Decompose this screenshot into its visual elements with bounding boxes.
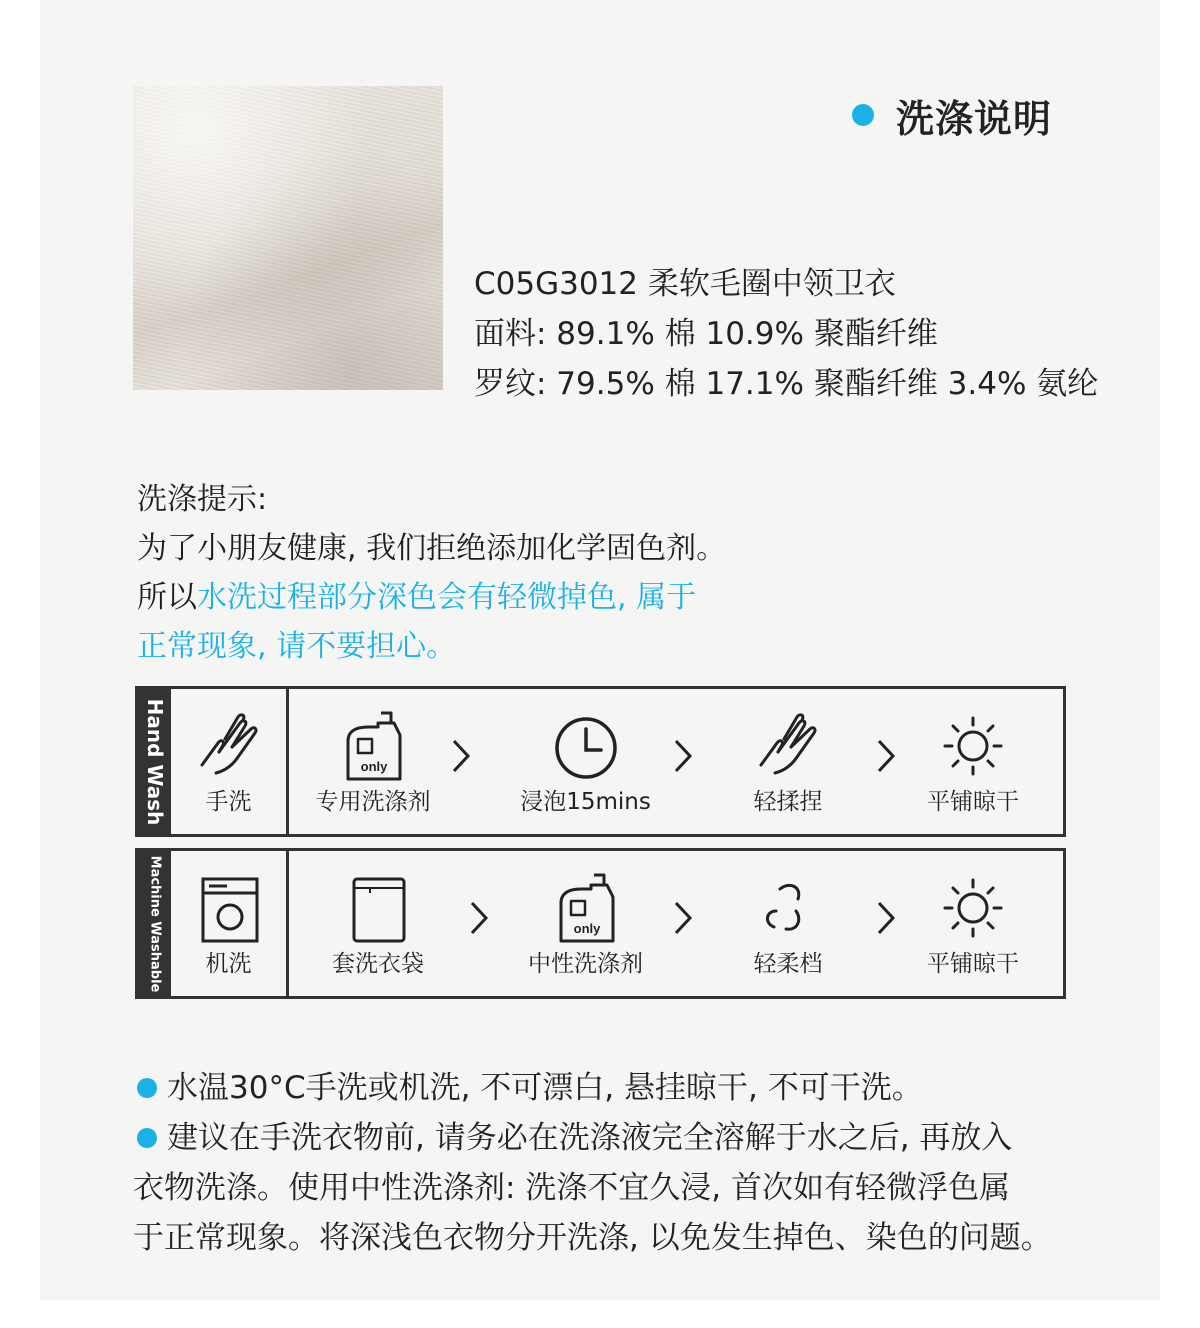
sun-icon: [938, 709, 1008, 783]
machine-step-label: 轻柔档: [753, 951, 823, 977]
gentle-cycle-icon: [756, 871, 820, 945]
tips-line-3-highlight: 正常现象, 请不要担心。: [137, 629, 457, 664]
detergent-only-icon: [551, 871, 621, 947]
chevron-right-icon: [466, 897, 492, 939]
hand-step-label: 轻揉捏: [753, 789, 823, 815]
machine-wash-mode: [171, 851, 286, 996]
machine-step-label: 平铺晾干: [927, 951, 1019, 977]
chevron-right-icon: [873, 735, 899, 777]
chevron-right-icon: [873, 897, 899, 939]
svg-text:only: only: [573, 921, 600, 936]
chevron-right-icon: [448, 735, 474, 777]
rib-composition: 罗纹: 79.5% 棉 17.1% 聚酯纤维 3.4% 氨纶: [474, 366, 1099, 402]
hand-wash-mode: [171, 689, 286, 834]
tips-line-1: 为了小朋友健康, 我们拒绝添加化学固色剂。: [137, 531, 727, 566]
panel-divider: [286, 689, 289, 834]
fabric-composition: 面料: 89.1% 棉 10.9% 聚酯纤维: [474, 316, 938, 352]
machine-step-label: 中性洗涤剂: [528, 951, 643, 977]
machine-wash-side-label: [138, 851, 171, 996]
hand-wash-mode-label: 手洗: [205, 789, 252, 815]
hand-icon: [194, 709, 264, 783]
hand-step-knead: [728, 689, 848, 834]
tips-line-2: [137, 572, 696, 616]
hand-step-label: 平铺晾干: [927, 789, 1019, 815]
svg-text:only: only: [360, 759, 388, 774]
tips-heading: 洗涤提示:: [137, 482, 268, 517]
note-item-1: [133, 1062, 923, 1107]
note-item-2: [133, 1112, 1012, 1157]
machine-wash-side-text: Machine Washable: [147, 855, 162, 992]
note-text: 建议在手洗衣物前, 请务必在洗涤液完全溶解于水之后, 再放入: [167, 1120, 1013, 1156]
bullet-dot-icon: [137, 1078, 157, 1098]
bullet-dot-icon: [137, 1128, 157, 1148]
section-title-text: 洗涤说明: [896, 96, 1053, 141]
product-name: C05G3012 柔软毛圈中领卫衣: [474, 266, 896, 302]
hand-step-detergent: [303, 689, 443, 834]
hand-step-dry: [908, 689, 1038, 834]
note-text: 水温30°C手洗或机洗, 不可漂白, 悬挂晾干, 不可干洗。: [167, 1070, 923, 1106]
washing-machine-icon: [197, 871, 261, 945]
chevron-right-icon: [670, 897, 696, 939]
hand-icon: [753, 709, 823, 783]
machine-step-gentle: [728, 851, 848, 996]
tips-line-2-highlight: 水洗过程部分深色会有轻微掉色, 属于: [197, 580, 697, 615]
machine-step-dry: [908, 851, 1038, 996]
machine-wash-mode-label: 机洗: [205, 951, 252, 977]
clock-icon: [551, 709, 621, 783]
laundry-bag-icon: [346, 871, 410, 945]
hand-step-label: 专用洗涤剂: [315, 789, 431, 815]
sun-icon: [938, 871, 1008, 945]
hand-step-label: 浸泡15mins: [520, 789, 651, 815]
note-continuation: 于正常现象。将深浅色衣物分开洗涤, 以免发生掉色、染色的问题。: [133, 1220, 1052, 1256]
hand-step-soak: [508, 689, 663, 834]
hand-wash-side-label: [138, 689, 171, 834]
machine-step-label: 套洗衣袋: [332, 951, 424, 977]
fabric-swatch-image: [133, 86, 443, 390]
note-continuation: 衣物洗涤。使用中性洗涤剂: 洗涤不宜久浸, 首次如有轻微浮色属: [133, 1170, 1011, 1206]
hand-wash-panel: [135, 686, 1066, 837]
detergent-only-icon: [338, 709, 408, 785]
machine-step-detergent: [513, 851, 658, 996]
chevron-right-icon: [670, 735, 696, 777]
panel-divider: [286, 851, 289, 996]
tips-line-2-plain: 所以: [137, 580, 197, 615]
hand-wash-side-text: Hand Wash: [142, 698, 167, 825]
section-title: [852, 90, 1052, 140]
title-dot-icon: [852, 104, 874, 126]
machine-wash-panel: [135, 848, 1066, 999]
machine-step-bag: [313, 851, 443, 996]
